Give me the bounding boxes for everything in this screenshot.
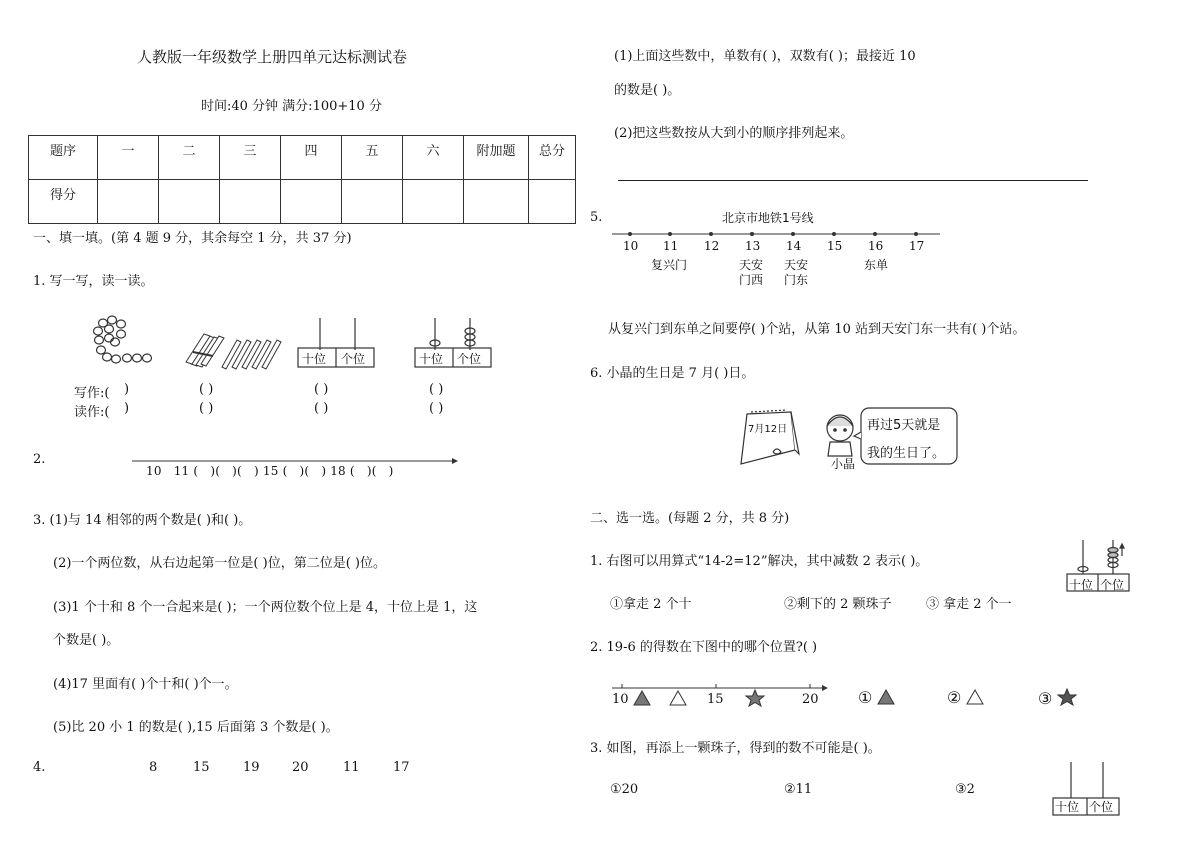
nl1-label: 11	[173, 464, 190, 478]
write-blank-1-end[interactable]: )	[124, 382, 130, 397]
question-1-3-3a: (3)1 个十和 8 个一合起来是( )；一个两位数个位上是 4，十位上是 1，这	[53, 600, 478, 615]
stick-bundle-icon	[186, 334, 224, 367]
metro-tick: 10	[623, 239, 639, 253]
metro-tick: 11	[663, 239, 679, 253]
exam-meta: 时间:40 分钟 满分:100+10 分	[201, 99, 382, 114]
nl1-blank[interactable]: )(	[232, 464, 242, 478]
station-tiananmen-east-2: 门东	[784, 273, 809, 287]
abacus-2-one-label: 个位	[457, 352, 482, 366]
abacus-q21-one: 个位	[1100, 578, 1125, 592]
q23-option-2[interactable]: ②11	[784, 782, 813, 797]
metro-tick: 13	[745, 239, 761, 253]
star-icon	[1057, 688, 1077, 706]
metro-tick: 14	[786, 239, 802, 253]
station-fuxingmen: 复兴门	[651, 258, 688, 272]
station-tiananmen-west-2: 门西	[739, 273, 764, 287]
score-input-cell[interactable]	[220, 180, 281, 224]
question-1-4-1: (1)上面这些数中，单数有( )，双数有( )；最接近 10	[614, 49, 916, 64]
question-1-2: 2.	[33, 452, 46, 467]
score-header-cell: 一	[98, 136, 159, 180]
write-blank-3[interactable]: ( )	[314, 382, 329, 397]
girl-name: 小晶	[831, 457, 856, 471]
nl1-blank[interactable]: (	[282, 464, 288, 478]
question-1-5-text: 从复兴门到东单之间要停( )个站，从第 10 站到天安门东一共有( )个站。	[608, 322, 1026, 337]
question-1-4: 4.	[33, 760, 46, 775]
q4-number: 17	[393, 760, 410, 775]
nl1-blank[interactable]: )	[253, 464, 259, 478]
metro-line	[610, 226, 945, 246]
q22-option-3-label: ③	[1038, 689, 1053, 708]
q23-option-3[interactable]: ③2	[955, 782, 975, 797]
score-input-cell[interactable]	[529, 180, 576, 224]
write-blank-4[interactable]: ( )	[429, 382, 444, 397]
bubble-line-1: 再过5天就是	[867, 418, 941, 433]
q22-option-3[interactable]	[1038, 688, 1077, 708]
score-input-cell[interactable]	[403, 180, 464, 224]
metro-tick: 15	[827, 239, 843, 253]
q21-option-1[interactable]: ①拿走 2 个十	[610, 597, 692, 612]
question-1-3-5: (5)比 20 小 1 的数是( ),15 后面第 3 个数是( )。	[53, 720, 339, 735]
score-input-cell[interactable]	[464, 180, 529, 224]
score-header-cell: 题序	[29, 136, 98, 180]
answer-line[interactable]	[618, 180, 1088, 181]
question-2-1: 1. 右图可以用算式“14-2=12”解决，其中减数 2 表示( )。	[590, 554, 929, 569]
question-2-3: 3. 如图，再添上一颗珠子，得到的数不可能是( )。	[590, 741, 881, 756]
question-1-4-2: (2)把这些数按从大到小的顺序排列起来。	[614, 126, 854, 141]
abacus-q23-one: 个位	[1089, 800, 1114, 814]
q22-option-2[interactable]	[947, 688, 984, 707]
q23-option-1[interactable]: ①20	[610, 782, 639, 797]
question-1-3-2: (2)一个两位数，从右边起第一位是( )位，第二位是( )位。	[53, 556, 386, 571]
read-blank-1-end[interactable]: )	[124, 401, 130, 416]
read-blank-2[interactable]: ( )	[199, 401, 214, 416]
q4-number: 11	[343, 760, 360, 775]
girl-icon	[827, 415, 853, 456]
question-1-6: 6. 小晶的生日是 7 月( )日。	[590, 366, 755, 381]
score-table	[28, 135, 576, 224]
score-header-cell: 二	[159, 136, 220, 180]
triangle-outline-icon	[670, 691, 686, 705]
nl1-blank[interactable]: )(	[299, 464, 310, 478]
q22-option-1[interactable]	[858, 688, 895, 707]
question-1-4-1b: 的数是( )。	[614, 83, 681, 98]
score-header-cell: 五	[342, 136, 403, 180]
score-row-label: 得分	[29, 180, 98, 224]
question-1-1: 1. 写一写，读一读。	[33, 274, 154, 289]
q4-number: 20	[292, 760, 309, 775]
single-sticks-icon	[222, 340, 281, 369]
abacus-1-one-label: 个位	[341, 352, 366, 366]
metro-tick: 16	[868, 239, 884, 253]
triangle-filled-icon	[877, 689, 895, 705]
bead-cluster-icon	[94, 316, 152, 363]
metro-tick: 12	[704, 239, 720, 253]
score-header-cell: 附加题	[464, 136, 529, 180]
abacus-q23-ten: 十位	[1055, 800, 1080, 814]
q22-option-1-label: ①	[858, 688, 873, 707]
q4-number: 19	[243, 760, 260, 775]
nl2-label: 10	[612, 692, 629, 707]
abacus-1-ten-label: 十位	[302, 352, 327, 366]
read-blank-3[interactable]: ( )	[314, 401, 329, 416]
q4-number: 8	[149, 760, 158, 775]
nl2-label: 20	[802, 692, 819, 707]
metro-title: 北京市地铁1号线	[722, 211, 814, 225]
q21-option-3[interactable]: ③ 拿走 2 个一	[926, 597, 1012, 612]
number-line-1-labels	[146, 464, 394, 478]
nl1-blank[interactable]: )	[321, 464, 327, 478]
question-1-3-1: 3. (1)与 14 相邻的两个数是( )和( )。	[33, 513, 252, 528]
nl1-label: 15	[262, 464, 279, 478]
abacus-2-ten-label: 十位	[419, 352, 444, 366]
nl1-label: 18	[330, 464, 346, 478]
section-1-heading: 一、填一填。(第 4 题 9 分，其余每空 1 分，共 37 分)	[33, 231, 352, 246]
station-tiananmen-east-1: 天安	[784, 258, 809, 272]
q4-number: 15	[193, 760, 210, 775]
nl1-label: 10	[146, 464, 162, 478]
station-dongdan: 东单	[864, 258, 889, 272]
q21-option-2[interactable]: ②剩下的 2 颗珠子	[784, 597, 892, 612]
score-header-cell: 三	[220, 136, 281, 180]
section-2-heading: 二、选一选。(每题 2 分，共 8 分)	[590, 511, 790, 526]
page-title: 人教版一年级数学上册四单元达标测试卷	[137, 48, 408, 66]
write-blank-2[interactable]: ( )	[199, 382, 214, 397]
nl2-label: 15	[707, 692, 724, 707]
score-input-cell[interactable]	[159, 180, 220, 224]
nl1-blank[interactable]: (	[349, 464, 355, 478]
station-tiananmen-west-1: 天安	[739, 258, 764, 272]
calendar-label: 7月12日	[748, 424, 788, 435]
score-header-cell: 六	[403, 136, 464, 180]
score-input-cell[interactable]	[281, 180, 342, 224]
calendar-icon	[741, 410, 799, 464]
nl1-blank[interactable]: )(	[366, 464, 377, 478]
read-blank-4[interactable]: ( )	[429, 401, 444, 416]
write-label: 写作:(	[74, 386, 110, 401]
score-input-cell[interactable]	[98, 180, 159, 224]
score-header-cell: 总分	[529, 136, 576, 180]
question-2-2: 2. 19-6 的得数在下图中的哪个位置?( )	[590, 640, 818, 655]
score-input-cell[interactable]	[342, 180, 403, 224]
bubble-line-2: 我的生日了。	[867, 446, 946, 461]
star-icon	[746, 690, 764, 706]
nl1-blank[interactable]: )	[388, 464, 394, 478]
question-1-3-4: (4)17 里面有( )个十和( )个一。	[53, 677, 238, 692]
abacus-q21-ten: 十位	[1069, 578, 1094, 592]
q22-option-2-label: ②	[947, 688, 962, 707]
nl1-blank[interactable]: )(	[210, 464, 221, 478]
question-1-3-3b: 个数是( )。	[53, 633, 120, 648]
nl1-blank[interactable]: (	[193, 464, 199, 478]
question-1-5: 5.	[590, 210, 603, 225]
triangle-filled-icon	[634, 691, 650, 705]
triangle-outline-icon	[966, 689, 984, 705]
score-header-cell: 四	[281, 136, 342, 180]
read-label: 读作:(	[74, 405, 110, 420]
metro-tick: 17	[909, 239, 925, 253]
